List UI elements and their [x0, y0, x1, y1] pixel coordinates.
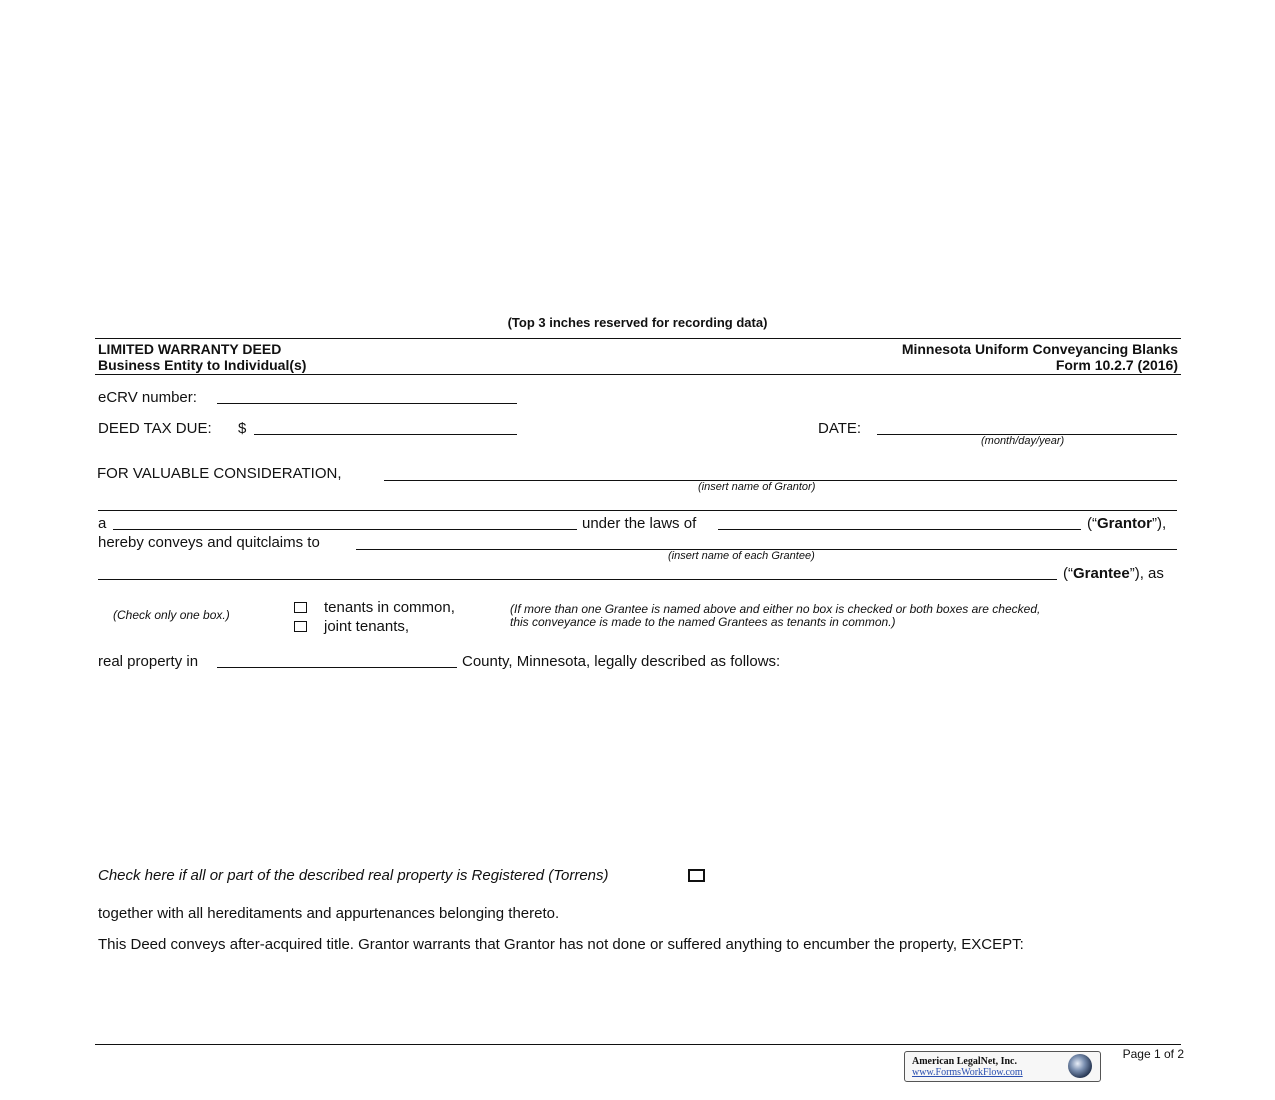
hereditaments-text: together with all hereditaments and appurtenances belonging thereto. — [98, 905, 560, 922]
grantor-name-field[interactable] — [384, 466, 1177, 481]
tenants-in-common-checkbox[interactable] — [294, 602, 307, 613]
page-number: Page 1 of 2 — [1122, 1047, 1184, 1061]
publisher-name: Minnesota Uniform Conveyancing Blanks — [901, 341, 1178, 357]
date-field[interactable] — [877, 420, 1177, 435]
deed-tax-currency: $ — [238, 420, 247, 437]
grantee-name-field[interactable] — [356, 535, 1177, 550]
grantee-name-field-2[interactable] — [98, 565, 1057, 580]
grantee-hint: (insert name of each Grantee) — [668, 550, 815, 562]
torrens-checkbox[interactable] — [688, 869, 705, 882]
grantee-open-quote: (“ — [1063, 565, 1073, 582]
under-laws-label: under the laws of — [582, 515, 697, 532]
grantor-name-field-2[interactable] — [98, 496, 1177, 511]
grantor-term: Grantor — [1097, 515, 1153, 532]
header-top-rule — [95, 338, 1181, 339]
logo-company-name: American LegalNet, Inc. — [912, 1056, 1017, 1067]
date-label: DATE: — [818, 420, 862, 437]
ecrv-number-field[interactable] — [217, 389, 517, 404]
state-laws-field[interactable] — [718, 515, 1081, 530]
joint-tenants-checkbox[interactable] — [294, 621, 307, 632]
logo-url[interactable]: www.FormsWorkFlow.com — [912, 1067, 1023, 1078]
grantor-close-quote: ”), — [1152, 515, 1167, 532]
conveys-label: hereby conveys and quitclaims to — [98, 534, 320, 551]
grantee-close-quote: ”), as — [1129, 565, 1164, 582]
form-number: Form 10.2.7 (2016) — [1055, 357, 1178, 373]
check-one-instruction: (Check only one box.) — [113, 608, 230, 622]
deed-subtitle: Business Entity to Individual(s) — [98, 357, 307, 373]
date-hint: (month/day/year) — [981, 435, 1065, 447]
after-acquired-text: This Deed conveys after-acquired title. Grantor warrants that Grantor has not done or suffered anything to encumber the property, EXCEPT: — [98, 936, 1024, 953]
joint-tenants-label: joint tenants, — [324, 618, 410, 635]
tenants-in-common-label: tenants in common, — [324, 599, 455, 616]
entity-type-field[interactable] — [113, 515, 577, 530]
grantor-hint: (insert name of Grantor) — [698, 481, 816, 493]
deed-tax-label: DEED TAX DUE: — [98, 420, 212, 437]
ecrv-label: eCRV number: — [98, 389, 197, 406]
footer-rule — [95, 1044, 1181, 1045]
header-bottom-rule — [95, 374, 1181, 375]
county-field[interactable] — [217, 653, 457, 668]
tenancy-note-line2: this conveyance is made to the named Grantees as tenants in common.) — [510, 615, 896, 629]
grantor-open-quote: (“ — [1087, 515, 1097, 532]
consideration-label: FOR VALUABLE CONSIDERATION, — [97, 465, 342, 482]
grantee-designation — [1063, 565, 1164, 582]
property-prefix: real property in — [98, 653, 199, 670]
globe-icon — [1068, 1054, 1092, 1078]
tenancy-note-line1: (If more than one Grantee is named above and either no box is checked or both boxes are checked, — [510, 602, 1041, 616]
torrens-text: Check here if all or part of the described real property is Registered (Torrens) — [98, 867, 609, 884]
a-label: a — [98, 515, 107, 532]
recording-reserved-note: (Top 3 inches reserved for recording data) — [507, 315, 768, 330]
deed-title: LIMITED WARRANTY DEED — [98, 341, 282, 357]
grantee-term: Grantee — [1073, 565, 1130, 582]
grantor-designation — [1087, 515, 1166, 532]
property-suffix: County, Minnesota, legally described as follows: — [462, 653, 781, 670]
deed-tax-field[interactable] — [254, 420, 517, 435]
american-legalnet-logo[interactable] — [904, 1051, 1101, 1082]
